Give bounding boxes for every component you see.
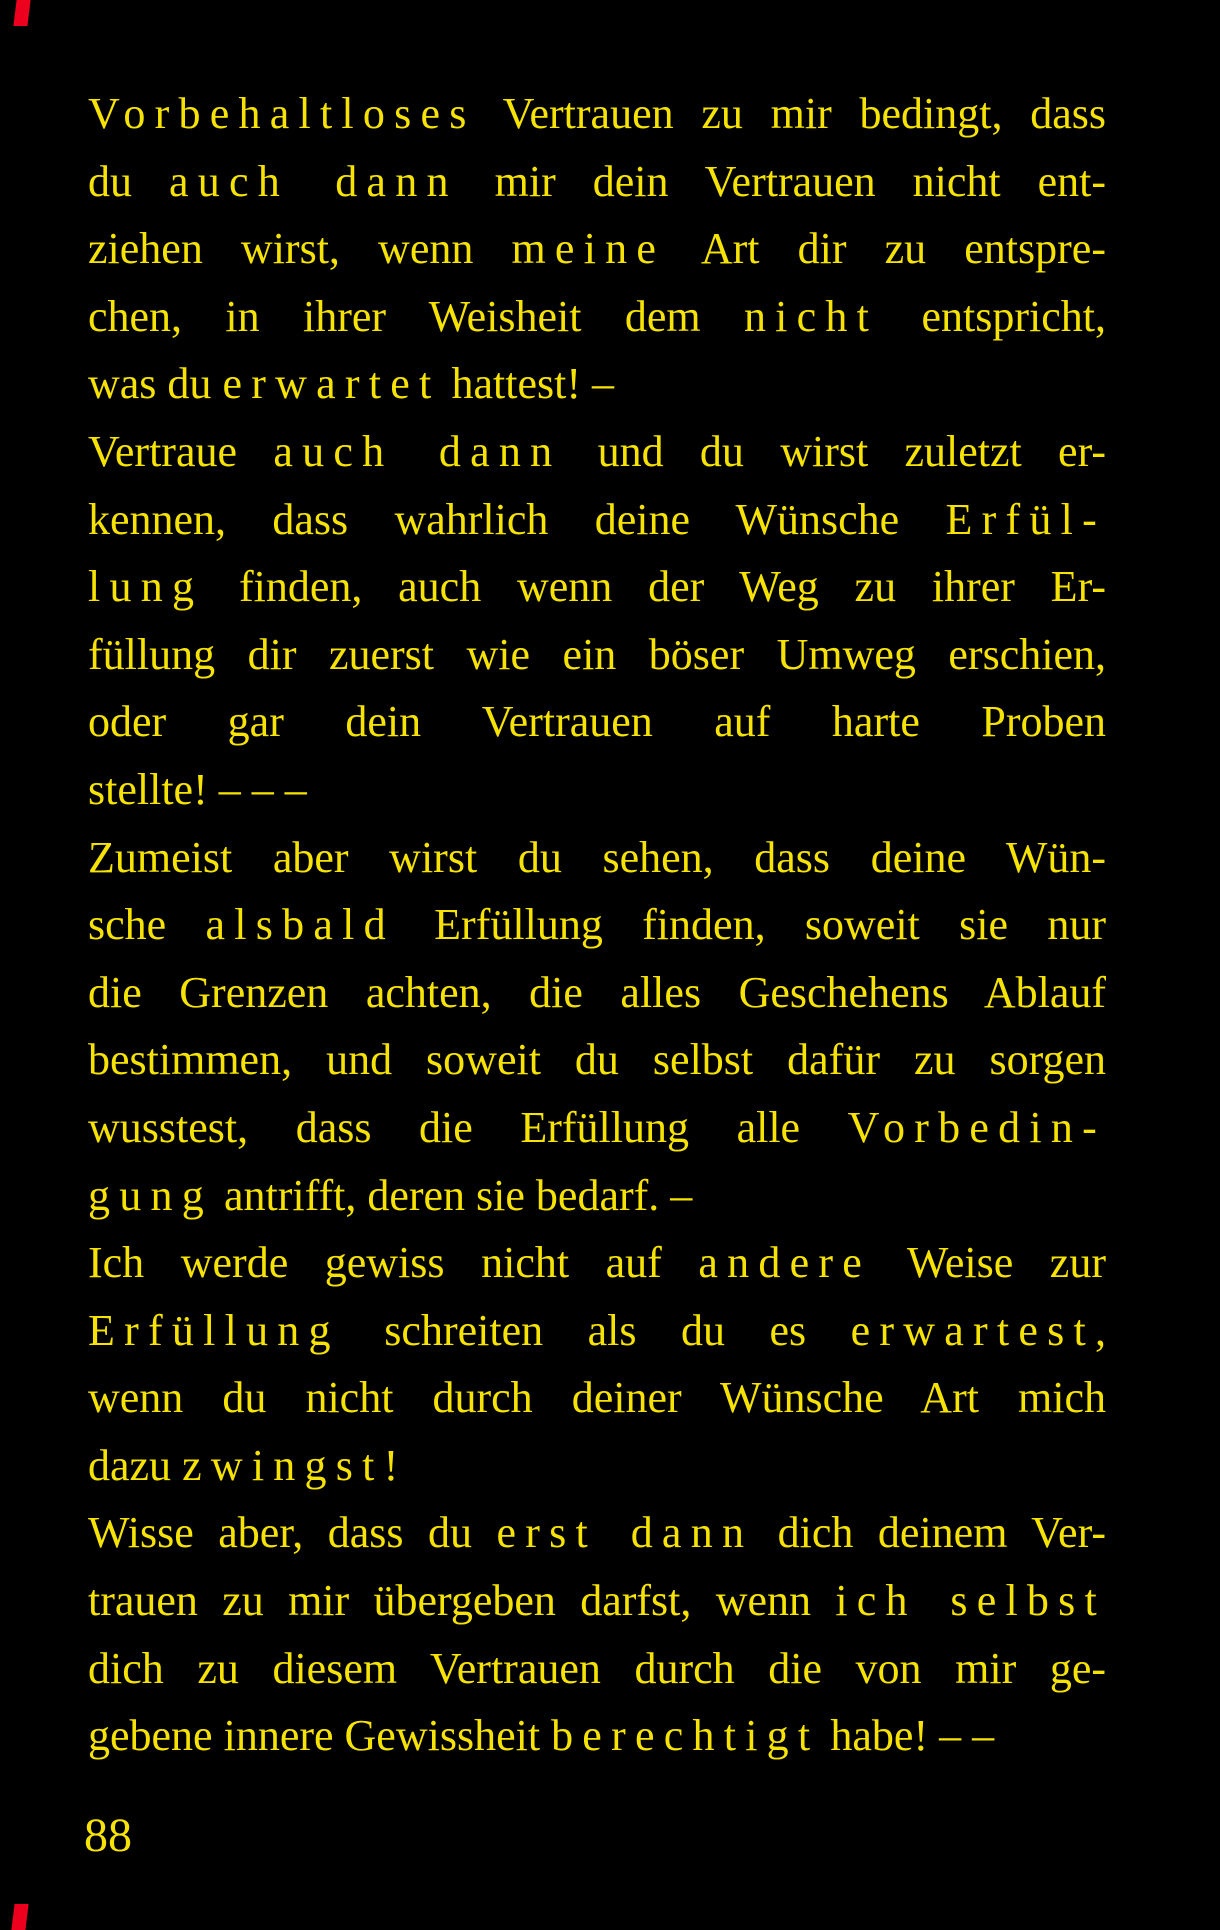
text-segment: du <box>88 156 169 206</box>
text-line <box>88 621 1106 689</box>
text-line <box>88 553 1106 621</box>
text-line <box>88 1702 1106 1770</box>
text-line <box>88 486 1106 554</box>
letterspaced-text-segment: nicht <box>743 291 879 341</box>
text-segment: dazu <box>88 1440 183 1490</box>
text-line <box>88 1094 1106 1162</box>
text-segment: Weise zur <box>871 1238 1106 1288</box>
text-segment: Vertrauen zu mir bedingt, dass <box>475 89 1106 138</box>
letterspaced-text-segment: erwartest <box>850 1305 1095 1355</box>
text-segment: was du <box>88 359 223 409</box>
text-segment: bestimmen, und soweit du selbst dafür zu sorgen <box>88 1035 1106 1085</box>
text-line <box>88 283 1106 351</box>
text-segment: chen, in ihrer Weisheit dem <box>88 291 744 341</box>
letterspaced-text-segment: andere <box>698 1238 872 1288</box>
letterspaced-text-segment: erwartet <box>222 359 441 409</box>
text-segment: gebene innere Gewissheit <box>88 1711 552 1761</box>
red-page-edge-mark-bottom <box>11 1904 28 1930</box>
text-segment: trauen zu mir übergeben darfst, wenn <box>88 1576 836 1626</box>
text-segment: habe! – – <box>819 1711 995 1761</box>
text-segment: füllung dir zuerst wie ein böser Umweg erschien, <box>88 629 1106 679</box>
letterspaced-text-segment: lung <box>88 562 204 612</box>
text-segment: Art dir zu entspre- <box>665 224 1106 274</box>
text-segment: kennen, dass wahrlich deine Wünsche <box>88 494 946 544</box>
text-line <box>88 891 1106 959</box>
letterspaced-text-segment: ich selbst <box>835 1576 1106 1626</box>
text-line <box>88 1432 1106 1500</box>
letterspaced-text-segment: Erfül- <box>945 494 1106 544</box>
page-text-block <box>88 80 1106 1770</box>
text-line <box>88 1229 1106 1297</box>
text-line <box>88 756 1106 824</box>
text-line <box>88 688 1106 756</box>
text-segment: finden, auch wenn der Weg zu ihrer Er- <box>203 562 1106 612</box>
text-segment: , <box>1095 1305 1106 1355</box>
text-segment: und du wirst zuletzt er- <box>561 426 1106 476</box>
letterspaced-text-segment: auch dann <box>168 156 458 206</box>
text-line <box>88 80 1106 148</box>
letterspaced-text-segment: Erfüllung <box>88 1305 340 1355</box>
text-segment: entspricht, <box>878 291 1106 341</box>
text-line <box>88 1635 1106 1703</box>
text-line <box>88 350 1106 418</box>
text-line <box>88 1162 1106 1230</box>
text-segment: hattest! – <box>440 359 614 409</box>
letterspaced-text-segment: auch dann <box>273 426 562 476</box>
text-segment: mir dein Vertrauen nicht ent- <box>457 156 1106 206</box>
letterspaced-text-segment: Vorbedin- <box>847 1102 1106 1152</box>
text-line <box>88 1364 1106 1432</box>
text-segment: antrifft, deren sie bedarf. – <box>212 1170 693 1220</box>
text-line <box>88 1026 1106 1094</box>
text-segment: Ich werde gewiss nicht auf <box>88 1238 699 1288</box>
text-line <box>88 824 1106 892</box>
letterspaced-text-segment: berechtigt <box>551 1711 820 1761</box>
text-line <box>88 418 1106 486</box>
text-segment: sche <box>88 900 206 950</box>
text-segment: wenn du nicht durch deiner Wünsche Art mich <box>88 1373 1106 1423</box>
text-segment: ziehen wirst, wenn <box>88 224 512 274</box>
text-segment: Vertraue <box>88 426 274 476</box>
text-line <box>88 148 1106 216</box>
text-segment: dich deinem Ver- <box>753 1508 1106 1558</box>
letterspaced-text-segment: gung <box>88 1170 213 1220</box>
text-segment: die Grenzen achten, die alles Geschehens Ablauf <box>88 967 1106 1017</box>
text-segment: stellte! – – – <box>88 764 307 814</box>
letterspaced-text-segment: meine <box>511 224 666 274</box>
letterspaced-text-segment: Vorbehaltloses <box>88 89 476 138</box>
letterspaced-text-segment: zwingst! <box>182 1440 408 1490</box>
red-page-edge-mark-top <box>13 0 30 26</box>
text-line <box>88 1297 1106 1365</box>
text-segment: wusstest, dass die Erfüllung alle <box>88 1102 848 1152</box>
text-segment: schreiten als du es <box>339 1305 851 1355</box>
text-segment: Zumeist aber wirst du sehen, dass deine Wün- <box>88 832 1106 882</box>
text-line <box>88 959 1106 1027</box>
text-segment: Erfüllung finden, soweit sie nur <box>394 900 1106 950</box>
text-line <box>88 1567 1106 1635</box>
letterspaced-text-segment: erst dann <box>496 1508 754 1558</box>
text-line <box>88 215 1106 283</box>
page-number: 88 <box>84 1809 132 1862</box>
text-segment: dich zu diesem Vertrauen durch die von mir ge- <box>88 1643 1106 1693</box>
text-segment: Wisse aber, dass du <box>88 1508 497 1558</box>
text-line <box>88 1499 1106 1567</box>
letterspaced-text-segment: alsbald <box>205 900 395 950</box>
text-segment: oder gar dein Vertrauen auf harte Proben <box>88 697 1106 747</box>
